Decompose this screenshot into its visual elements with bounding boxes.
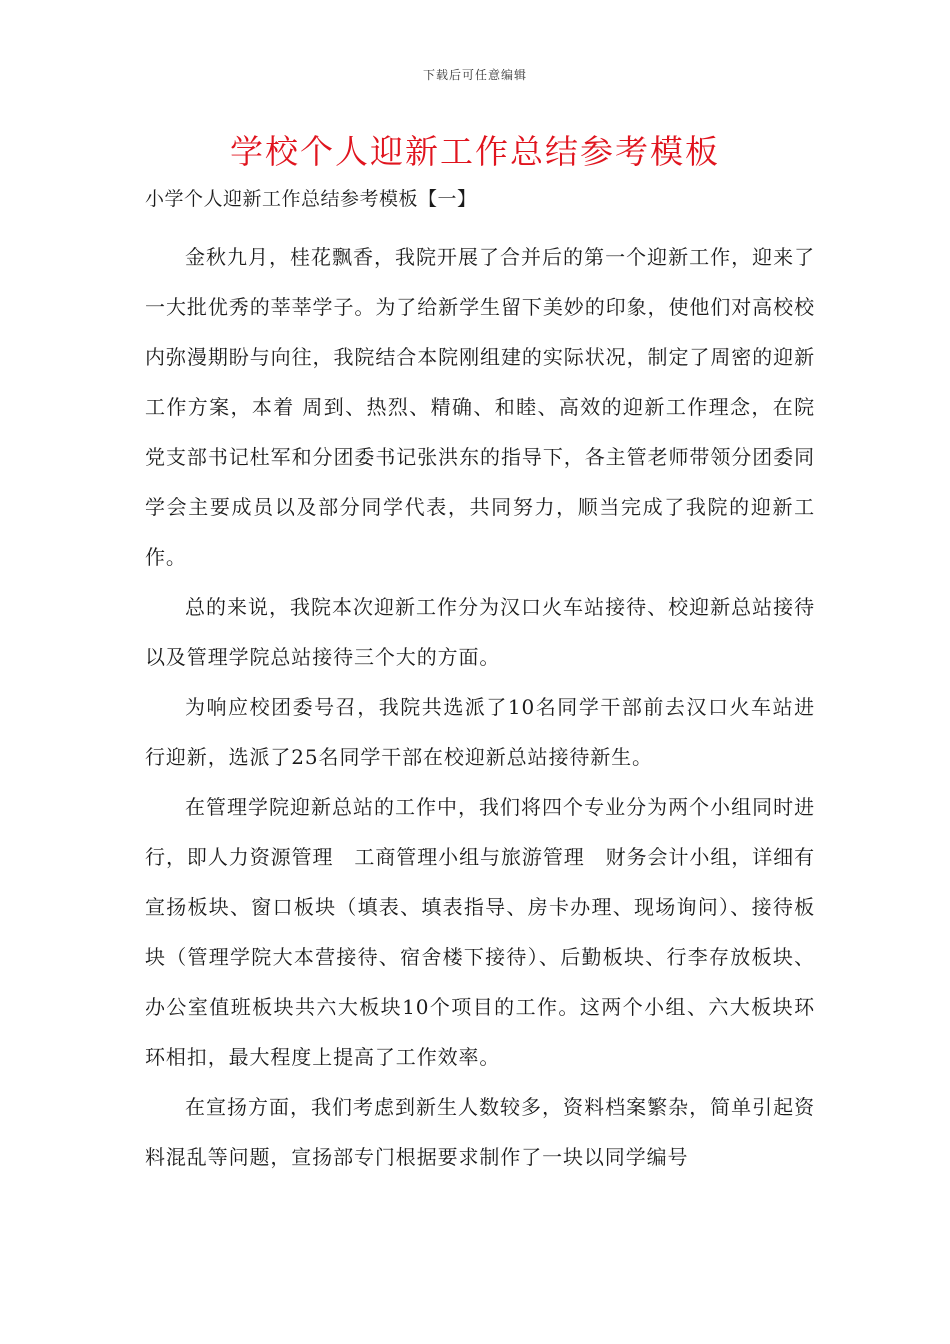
paragraph: 在管理学院迎新总站的工作中，我们将四个专业分为两个小组同时进行，即人力资源管理 工商管理小组与旅游管理 财务会计小组，详细有宣扬板块、窗口板块（填表、填表指导、房卡办理、现场询问）、接待板块（管理学院大本营接待、宿舍楼下接待）、后勤板块、行李存放板块、办公室值班板块共六大板块10个项目的工作。这两个小组、六大板块环环相扣，最大程度上提高了工作效率。 <box>145 795 815 1069</box>
document-subtitle: 小学个人迎新工作总结参考模板【一】 <box>145 188 477 210</box>
document-body <box>145 232 815 1182</box>
paragraph: 在宣扬方面，我们考虑到新生人数较多，资料档案繁杂，简单引起资料混乱等问题，宣扬部专门根据要求制作了一块以同学编号 <box>145 1095 815 1169</box>
header-note: 下载后可任意编辑 <box>422 68 527 82</box>
paragraph: 总的来说，我院本次迎新工作分为汉口火车站接待、校迎新总站接待以及管理学院总站接待三个大的方面。 <box>145 595 815 669</box>
paragraph: 为响应校团委号召，我院共选派了10名同学干部前去汉口火车站进行迎新，选派了25名同学干部在校迎新总站接待新生。 <box>145 695 815 769</box>
document-title: 学校个人迎新工作总结参考模板 <box>230 132 720 171</box>
paragraph: 金秋九月，桂花飘香，我院开展了合并后的第一个迎新工作，迎来了一大批优秀的莘莘学子。为了给新学生留下美妙的印象，使他们对高校校内弥漫期盼与向往，我院结合本院刚组建的实际状况，制定了周密的迎新工作方案，本着 周到、热烈、精确、和睦、高效的迎新工作理念，在院党支部书记杜军和分团委书记张洪东的指导下，各主管老师带领分团委同学会主要成员以及部分同学代表，共同努力，顺当完成了我院的迎新工作。 <box>145 245 815 569</box>
